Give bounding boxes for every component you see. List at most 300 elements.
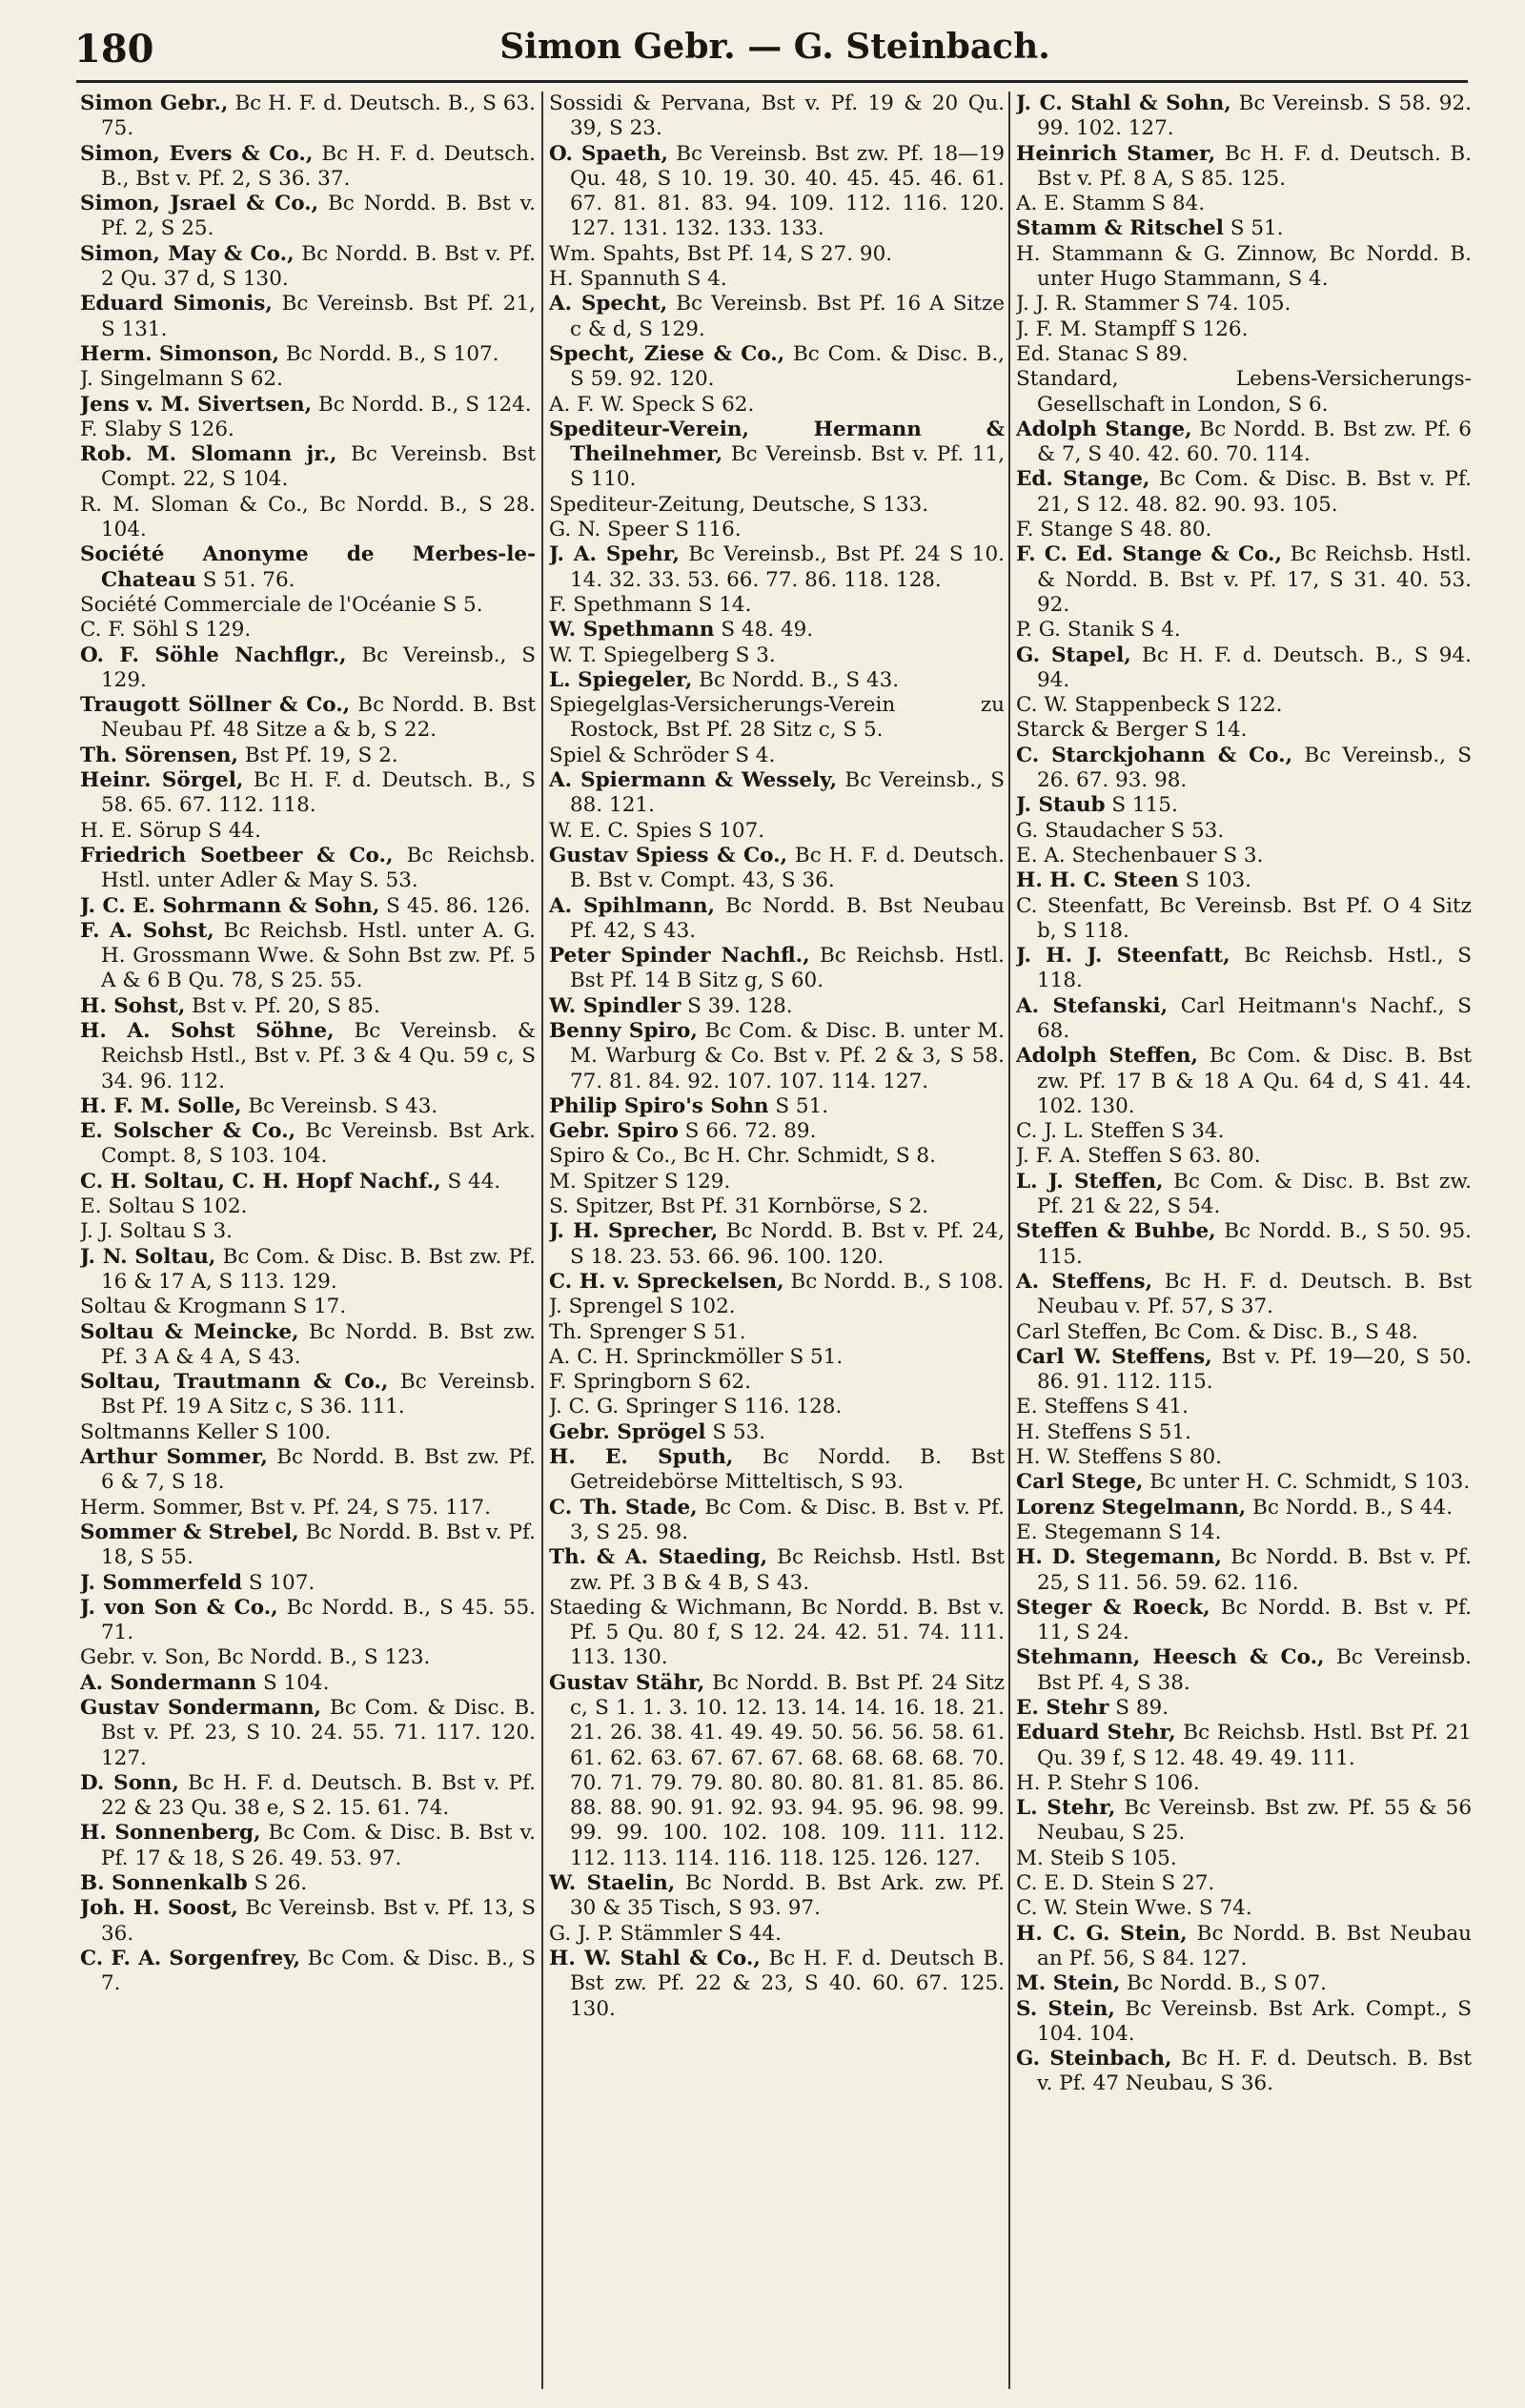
entry-name: Société Anonyme de Merbes-le-Chateau — [80, 542, 536, 592]
directory-entry — [549, 1320, 1005, 1345]
entry-text: Bc Nordd. B., S 107. — [279, 341, 499, 366]
entry-text: J. Sprengel S 102. — [549, 1295, 736, 1319]
directory-entry — [1016, 744, 1472, 794]
directory-entry — [1016, 1847, 1472, 1871]
entry-text: Bc Nordd. B., S 50. 95. 115. — [1037, 1219, 1472, 1269]
directory-entry — [1016, 994, 1472, 1045]
entry-name: E. Stehr — [1016, 1696, 1109, 1720]
directory-entry — [80, 1219, 536, 1244]
entry-text: S 48. 49. — [714, 618, 814, 643]
entry-text: C. F. Söhl S 129. — [80, 618, 252, 643]
directory-entry — [1016, 1971, 1472, 1996]
directory-entry — [1016, 1044, 1472, 1119]
entry-text: Bc Vereinsb. S 43. — [241, 1093, 438, 1118]
entry-name: Heinr. Sörgel, — [80, 768, 244, 793]
entry-text: F. Spethmann S 14. — [549, 592, 752, 617]
entry-name: C. Starckjohann & Co., — [1016, 743, 1293, 767]
entry-name: L. Spiegeler, — [549, 667, 693, 692]
entry-name: G. Steinbach, — [1016, 2047, 1172, 2071]
entry-text: M. Steib S 105. — [1016, 1846, 1177, 1870]
entry-name: Steger & Roeck, — [1016, 1595, 1210, 1620]
directory-entry — [80, 593, 536, 618]
directory-entry — [549, 542, 1005, 593]
entry-text: Bc Vereinsb., S 88. 121. — [570, 768, 1005, 818]
entry-name: Eduard Stehr, — [1016, 1721, 1176, 1745]
entry-text: Sossidi & Pervana, Bst v. Pf. 19 & 20 Qu. 39, S 23. — [549, 92, 1005, 141]
entry-text: A. E. Stamm S 84. — [1016, 192, 1206, 216]
directory-entry — [1016, 1345, 1472, 1396]
directory-entry — [1016, 418, 1472, 468]
entry-text: Bc Com. & Disc. B. Bst zw. Pf. 17 B & 18 A Qu. 64 d, S 41. 44. 102. 130. — [1037, 1044, 1472, 1118]
directory-entry — [1016, 342, 1472, 367]
directory-entry — [549, 142, 1005, 242]
entry-text: G. Staudacher S 53. — [1016, 818, 1225, 843]
entry-name: A. Sondermann — [80, 1670, 257, 1695]
entry-text: Bc Com. & Disc. B. Bst v. Pf. 17 & 18, S 26. 49. 53. 97. — [101, 1821, 536, 1870]
entry-text: Spiel & Schröder S 4. — [549, 743, 776, 767]
entry-text: Bc H. F. d. Deutsch. B. Bst v. Compt. 43, S 36. — [570, 843, 1005, 893]
directory-entry — [80, 894, 536, 919]
directory-entry — [549, 1295, 1005, 1319]
directory-entry — [80, 1295, 536, 1319]
entry-name: Philip Spiro's Sohn — [549, 1093, 769, 1118]
entry-text: E. Steffens S 41. — [1016, 1395, 1189, 1419]
directory-entry — [1016, 1922, 1472, 1972]
directory-entry — [1016, 1796, 1472, 1847]
entry-name: G. Stapel, — [1016, 643, 1131, 667]
directory-entry — [1016, 1219, 1472, 1270]
entry-text: Bc Com. & Disc. B. Bst v. Pf. 3, S 25. 98. — [570, 1495, 1005, 1544]
entry-text: Bc Nordd. B. Bst v. Pf. 2, S 25. — [101, 192, 536, 241]
directory-entry — [80, 1320, 536, 1371]
directory-entry — [1016, 92, 1472, 142]
entry-name: H. C. G. Stein, — [1016, 1921, 1188, 1946]
column-divider — [1008, 92, 1010, 2389]
directory-entry — [549, 944, 1005, 994]
directory-entry — [549, 819, 1005, 844]
column-divider — [541, 92, 543, 2389]
directory-entry — [80, 493, 536, 543]
header-rule — [76, 80, 1468, 83]
directory-entry — [80, 1019, 536, 1094]
entry-text: Bc Reichsb. Hstl. & Nordd. B. Bst v. Pf. 17, S 31. 40. 53. 92. — [1037, 542, 1472, 617]
entry-name: Herm. Simonson, — [80, 341, 280, 366]
running-head: Simon Gebr. — G. Steinbach. — [499, 27, 1050, 67]
entry-text: G. J. P. Stämmler S 44. — [549, 1921, 782, 1946]
directory-entry — [1016, 242, 1472, 293]
directory-entry — [1016, 718, 1472, 743]
directory-entry — [1016, 367, 1472, 418]
entry-text: H. Steffens S 51. — [1016, 1419, 1191, 1444]
entry-text: Soltau & Krogmann S 17. — [80, 1295, 347, 1319]
entry-text: Bc H. F. d. Deutsch. B. Bst Neubau v. Pf. 57, S 37. — [1037, 1269, 1472, 1319]
directory-entry — [80, 1496, 536, 1520]
directory-entry — [549, 393, 1005, 418]
directory-entry — [1016, 216, 1472, 241]
entry-name: Spediteur-Verein, Hermann & Theilnehmer, — [549, 417, 1005, 467]
directory-entry — [80, 1671, 536, 1696]
entry-text: S 39. 128. — [681, 993, 793, 1018]
directory-entry — [549, 643, 1005, 668]
entry-name: H. E. Sputh, — [549, 1445, 734, 1470]
entry-name: O. F. Söhle Nachflgr., — [80, 643, 347, 667]
directory-entry — [80, 919, 536, 994]
directory-entry — [1016, 1395, 1472, 1419]
directory-entry — [80, 542, 536, 593]
entry-text: S. Spitzer, Bst Pf. 31 Kornbörse, S 2. — [549, 1194, 929, 1219]
directory-entry — [549, 242, 1005, 267]
entry-text: Bc Com. & Disc. B. Bst zw. Pf. 21 & 22, S 54. — [1037, 1169, 1472, 1219]
directory-entry — [549, 668, 1005, 693]
entry-text: S 51. — [1223, 216, 1284, 241]
entry-text: Bc Com. & Disc. B. Bst v. Pf. 21, S 12. 48. 82. 90. 93. 105. — [1037, 467, 1472, 517]
entry-text: W. T. Spiegelberg S 3. — [549, 643, 776, 667]
entry-text: Bc Com. & Disc. B., S 7. — [101, 1946, 536, 1996]
directory-entry — [1016, 518, 1472, 542]
entry-text: Bc Nordd. B., S 108. — [783, 1269, 1005, 1294]
directory-entry — [80, 242, 536, 293]
entry-name: O. Spaeth, — [549, 141, 669, 166]
directory-entry — [1016, 292, 1472, 316]
entry-name: J. N. Soltau, — [80, 1244, 216, 1269]
entry-text: Bc Nordd. B. Bst Getreidebörse Mitteltisch, S 93. — [570, 1445, 1005, 1495]
entry-name: J. H. Sprecher, — [549, 1219, 719, 1244]
directory-entry — [1016, 1520, 1472, 1545]
entry-text: Bc Com. & Disc. B. unter M. M. Warburg & Co. Bst v. Pf. 2 & 3, S 58. 77. 81. 84. 92. 107. 107. 114. 127. — [570, 1018, 1005, 1093]
directory-entry — [1016, 142, 1472, 193]
entry-text: Soltmanns Keller S 100. — [80, 1419, 332, 1444]
directory-entry — [1016, 1771, 1472, 1796]
entry-name: H. F. M. Solle, — [80, 1093, 242, 1118]
entry-text: Bc Nordd. B. Bst v. Pf. 11, S 24. — [1037, 1595, 1472, 1645]
entry-text: Bc Vereinsb. Bst Ark. Compt., S 104. 104. — [1037, 1996, 1472, 2046]
entry-text: S 51. 76. — [195, 567, 295, 592]
directory-entry — [1016, 1445, 1472, 1470]
entry-text: E. A. Stechenbauer S 3. — [1016, 843, 1264, 867]
entry-text: Bst Pf. 19, S 2. — [238, 743, 398, 767]
entry-name: Rob. M. Slomann jr., — [80, 442, 337, 467]
entry-text: Bc Vereinsb. Bst zw. Pf. 55 & 56 Neubau, S 25. — [1037, 1796, 1472, 1846]
entry-text: Bc Nordd. B. Bst v. Pf. 24, S 18. 23. 53. 66. 96. 100. 120. — [570, 1219, 1005, 1269]
directory-entry — [80, 1520, 536, 1571]
entry-text: Bc Reichsb. Hstl. Bst zw. Pf. 3 B & 4 B, S 43. — [570, 1545, 1005, 1595]
entry-name: S. Stein, — [1016, 1996, 1115, 2021]
directory-entry — [1016, 1496, 1472, 1520]
directory-entry — [80, 418, 536, 442]
directory-entry — [549, 493, 1005, 518]
directory-entry — [549, 1019, 1005, 1094]
entry-name: Heinrich Stamer, — [1016, 141, 1216, 166]
entry-name: Adolph Steffen, — [1016, 1044, 1198, 1069]
entry-text: Bst v. Pf. 20, S 85. — [185, 993, 380, 1018]
directory-entry — [549, 1144, 1005, 1169]
entry-text: C. J. L. Steffen S 34. — [1016, 1119, 1225, 1144]
entry-text: Bc Vereinsb. Bst Compt. 22, S 104. — [101, 442, 536, 492]
column-2 — [549, 92, 1005, 2398]
directory-entry — [549, 1119, 1005, 1144]
entry-name: W. Spindler — [549, 993, 681, 1018]
entry-text: Carl Steffen, Bc Com. & Disc. B., S 48. — [1016, 1319, 1418, 1344]
entry-text: Bc Vereinsb., S 26. 67. 93. 98. — [1037, 743, 1472, 793]
directory-entry — [80, 442, 536, 493]
entry-name: F. A. Sohst, — [80, 918, 214, 943]
directory-entry — [80, 192, 536, 242]
column-3 — [1016, 92, 1472, 2398]
directory-entry — [80, 1821, 536, 1871]
directory-entry — [549, 894, 1005, 945]
directory-entry — [549, 92, 1005, 142]
entry-text: J. J. R. Stammer S 74. 105. — [1016, 292, 1291, 316]
directory-entry — [1016, 894, 1472, 945]
entry-name: A. Stefanski, — [1016, 993, 1169, 1018]
directory-entry — [80, 393, 536, 418]
entry-name: F. C. Ed. Stange & Co., — [1016, 542, 1282, 567]
directory-entry — [1016, 1170, 1472, 1220]
directory-entry — [549, 1420, 1005, 1445]
directory-entry — [549, 1194, 1005, 1219]
entry-name: Traugott Söllner & Co., — [80, 693, 351, 718]
entry-text: Bc H. F. d. Deutsch. B. Bst v. Pf. 22 & 23 Qu. 38 e, S 2. 15. 61. 74. — [101, 1770, 536, 1821]
entry-text: Spediteur-Zeitung, Deutsche, S 133. — [549, 492, 929, 517]
directory-entry — [80, 1947, 536, 1997]
directory-entry — [549, 994, 1005, 1019]
entry-text: Bc Vereinsb. Bst Pf. 4, S 38. — [1037, 1645, 1472, 1695]
entry-text: J. Singelmann S 62. — [80, 367, 283, 392]
directory-entry — [549, 1496, 1005, 1546]
entry-name: A. Steffens, — [1016, 1269, 1153, 1294]
entry-text: Carl Heitmann's Nachf., S 68. — [1037, 993, 1472, 1043]
entry-text: Staeding & Wichmann, Bc Nordd. B. Bst v. Pf. 5 Qu. 80 f, S 12. 24. 42. 51. 74. 111. 113. 130. — [549, 1595, 1005, 1670]
entry-name: J. Staub — [1016, 793, 1106, 818]
directory-entry — [549, 1170, 1005, 1194]
entry-name: C. Th. Stade, — [549, 1495, 698, 1520]
entry-text: Bc Nordd. B. Bst Ark. zw. Pf. 30 & 35 Tisch, S 93. 97. — [570, 1871, 1005, 1921]
directory-entry — [1016, 1270, 1472, 1320]
directory-entry — [80, 1771, 536, 1822]
column-1 — [80, 92, 536, 2398]
entry-name: J. C. E. Sohrmann & Sohn, — [80, 893, 380, 918]
entry-text: Bc H. F. d. Deutsch B. Bst zw. Pf. 22 & 23, S 40. 60. 67. 125. 130. — [570, 1946, 1005, 2021]
directory-entry — [1016, 1144, 1472, 1169]
directory-entry — [1016, 1871, 1472, 1896]
directory-entry — [80, 142, 536, 193]
entry-name: Gebr. Spiro — [549, 1119, 679, 1144]
entry-text: Bc Vereinsb. Bst zw. Pf. 18—19 Qu. 48, S 10. 19. 30. 40. 45. 45. 46. 61. 67. 81. 81. 83. 94. 109. 112. 116. 120. 127. 131. 132. 133. 133. — [570, 141, 1005, 241]
directory-entry — [549, 618, 1005, 643]
entry-text: W. E. C. Spies S 107. — [549, 818, 765, 843]
entry-text: S 89. — [1108, 1696, 1169, 1720]
entry-text: Bc H. F. d. Deutsch. B. Bst v. Pf. 47 Neubau, S 36. — [1037, 2047, 1472, 2096]
entry-text: Bc unter H. C. Schmidt, S 103. — [1143, 1470, 1471, 1495]
entry-text: J. F. M. Stampff S 126. — [1016, 316, 1249, 341]
entry-name: Sommer & Strebel, — [80, 1520, 299, 1544]
entry-name: Stamm & Ritschel — [1016, 216, 1224, 241]
directory-entry — [549, 744, 1005, 768]
directory-entry — [1016, 1721, 1472, 1771]
directory-entry — [80, 618, 536, 643]
directory-entry — [549, 1596, 1005, 1671]
directory-entry — [549, 693, 1005, 744]
entry-text: Bc Vereinsb. Bst Pf. 16 A Sitze c & d, S 129. — [570, 292, 1005, 341]
entry-name: Simon, Evers & Co., — [80, 141, 314, 166]
directory-entry — [80, 1094, 536, 1119]
directory-entry — [549, 1545, 1005, 1596]
entry-name: J. H. J. Steenfatt, — [1016, 944, 1230, 969]
directory-entry — [549, 1445, 1005, 1496]
directory-entry — [549, 342, 1005, 393]
page-number: 180 — [74, 27, 154, 71]
entry-name: Gebr. Sprögel — [549, 1419, 706, 1444]
entry-text: Standard, Lebens-Versicherungs-Gesellschaft in London, S 6. — [1016, 367, 1472, 417]
directory-entry — [549, 292, 1005, 342]
directory-entry — [549, 1345, 1005, 1370]
directory-entry — [1016, 844, 1472, 868]
entry-text: Bc Nordd. B., S 44. — [1246, 1495, 1454, 1520]
entry-name: Soltau, Trautmann & Co., — [80, 1370, 389, 1395]
directory-entry — [80, 1420, 536, 1445]
entry-text: Bst v. Pf. 19—20, S 50. 86. 91. 112. 115. — [1037, 1344, 1472, 1395]
entry-text: H. Stammann & G. Zinnow, Bc Nordd. B. unter Hugo Stammann, S 4. — [1016, 241, 1472, 292]
entry-text: Bc H. F. d. Deutsch. B., S 63. 75. — [101, 92, 536, 141]
directory-entry — [80, 1896, 536, 1947]
directory-entry — [80, 819, 536, 844]
entry-name: Jens v. M. Sivertsen, — [80, 392, 313, 417]
entry-name: A. Specht, — [549, 292, 668, 316]
entry-text: Bc Nordd. B. Bst zw. Pf. 6 & 7, S 18. — [101, 1445, 536, 1495]
entry-text: Bc H. F. d. Deutsch. B., S 94. 94. — [1037, 643, 1472, 692]
entry-name: J. von Son & Co., — [80, 1595, 278, 1620]
directory-entry — [1016, 1997, 1472, 2048]
entry-text: Bc Vereinsb. Bst Pf. 19 A Sitz c, S 36. 111. — [101, 1370, 536, 1419]
directory-entry — [549, 418, 1005, 493]
directory-entry — [549, 1671, 1005, 1871]
entry-name: C. H. Soltau, C. H. Hopf Nachf., — [80, 1169, 441, 1194]
entry-text: Ed. Stanac S 89. — [1016, 341, 1189, 366]
entry-name: Simon, May & Co., — [80, 241, 295, 266]
directory-entry — [80, 744, 536, 768]
entry-text: F. Springborn S 62. — [549, 1370, 751, 1395]
directory-entry — [1016, 1320, 1472, 1345]
entry-text: Bc Reichsb. Hstl. Bst Pf. 21 Qu. 39 f, S 12. 48. 49. 49. 111. — [1037, 1721, 1472, 1770]
entry-name: Steffen & Buhbe, — [1016, 1219, 1216, 1244]
directory-entry — [1016, 618, 1472, 643]
entry-text: Gebr. v. Son, Bc Nordd. B., S 123. — [80, 1645, 431, 1670]
entry-text: A. F. W. Speck S 62. — [549, 392, 755, 417]
entry-name: Gustav Spiess & Co., — [549, 843, 788, 867]
entry-text: H. W. Steffens S 80. — [1016, 1445, 1222, 1470]
entry-text: Bc Reichsb. Hstl. unter Adler & May S. 53. — [101, 843, 536, 893]
entry-text: Bc Vereinsb. S 58. 92. 99. 102. 127. — [1037, 92, 1472, 141]
entry-text: Bc Nordd. B. Bst v. Pf. 25, S 11. 56. 59. 62. 116. — [1037, 1545, 1472, 1595]
entry-name: M. Stein, — [1016, 1971, 1121, 1996]
entry-text: Bc Nordd. B., S 43. — [692, 667, 900, 692]
directory-entry — [549, 1871, 1005, 1922]
entry-name: Eduard Simonis, — [80, 292, 273, 316]
entry-text: M. Spitzer S 129. — [549, 1169, 731, 1194]
entry-name: C. H. v. Spreckelsen, — [549, 1269, 784, 1294]
entry-name: B. Sonnenkalb — [80, 1871, 248, 1896]
entry-text: S 45. 86. 126. — [379, 893, 531, 918]
entry-name: W. Staelin, — [549, 1871, 676, 1896]
entry-name: Joh. H. Soost, — [80, 1896, 238, 1921]
entry-name: Gustav Sondermann, — [80, 1696, 322, 1720]
directory-entry — [549, 1947, 1005, 2022]
entry-text: Wm. Spahts, Bst Pf. 14, S 27. 90. — [549, 241, 893, 266]
entry-text: C. W. Stappenbeck S 122. — [1016, 693, 1283, 718]
entry-text: S 115. — [1105, 793, 1178, 818]
entry-name: Arthur Sommer, — [80, 1445, 268, 1470]
directory-entry — [80, 1571, 536, 1596]
entry-text: Bc Reichsb. Hstl. Bst Pf. 14 B Sitz g, S 60. — [570, 944, 1005, 993]
entry-text: Herm. Sommer, Bst v. Pf. 24, S 75. 117. — [80, 1495, 491, 1520]
entry-text: Bc Nordd. B. Bst zw. Pf. 3 A & 4 A, S 43. — [101, 1319, 536, 1369]
directory-entry — [80, 1370, 536, 1420]
entry-text: Bc Com. & Disc. B. Bst zw. Pf. 16 & 17 A, S 113. 129. — [101, 1244, 536, 1294]
directory-entry — [80, 1119, 536, 1170]
entry-text: Spiegelglas-Versicherungs-Verein zu Rostock, Bst Pf. 28 Sitz c, S 5. — [549, 693, 1005, 743]
entry-text: Bc Vereinsb. Bst v. Pf. 11, S 110. — [570, 442, 1005, 492]
entry-name: W. Spethmann — [549, 618, 715, 643]
directory-entry — [549, 1395, 1005, 1419]
directory-entry — [549, 518, 1005, 542]
page-header — [74, 27, 1475, 84]
entry-name: Carl W. Steffens, — [1016, 1344, 1212, 1369]
entry-name: Benny Spiro, — [549, 1018, 698, 1043]
entry-name: C. F. A. Sorgenfrey, — [80, 1946, 301, 1970]
entry-text: S 104. — [256, 1670, 330, 1695]
entry-name: A. Spihlmann, — [549, 893, 715, 918]
entry-name: Th. & A. Staeding, — [549, 1545, 768, 1570]
entry-text: Bc Nordd. B. Bst Neubau Pf. 48 Sitze a & b, S 22. — [101, 693, 536, 743]
directory-entry — [1016, 317, 1472, 342]
entry-name: H. Sohst, — [80, 993, 186, 1018]
entry-text: Bc Vereinsb. Bst Ark. Compt. 8, S 103. 104. — [101, 1119, 536, 1169]
directory-entry — [1016, 1470, 1472, 1495]
entry-name: H. H. C. Steen — [1016, 868, 1179, 893]
directory-entry — [1016, 944, 1472, 994]
entry-text: F. Stange S 48. 80. — [1016, 518, 1212, 542]
entry-name: H. W. Stahl & Co., — [549, 1946, 761, 1970]
entry-text: P. G. Stanik S 4. — [1016, 618, 1181, 643]
entry-name: Th. Sörensen, — [80, 743, 239, 767]
entry-name: H. Sonnenberg, — [80, 1821, 261, 1846]
directory-entry — [80, 994, 536, 1019]
entry-text: C. Steenfatt, Bc Vereinsb. Bst Pf. O 4 Sitz b, S 118. — [1016, 893, 1472, 943]
entry-name: Simon Gebr., — [80, 92, 229, 115]
entry-text: J. C. G. Springer S 116. 128. — [549, 1395, 843, 1419]
entry-text: C. W. Stein Wwe. S 74. — [1016, 1896, 1252, 1921]
directory-entry — [80, 844, 536, 894]
entry-name: L. Stehr, — [1016, 1796, 1116, 1821]
entry-text: Bc Vereinsb. Bst v. Pf. 13, S 36. — [101, 1896, 536, 1946]
entry-text: S 26. — [247, 1871, 308, 1896]
directory-entry — [80, 1645, 536, 1670]
entry-text: C. E. D. Stein S 27. — [1016, 1871, 1215, 1896]
directory-entry — [80, 768, 536, 819]
directory-entry — [80, 1445, 536, 1496]
entry-text: Bc H. F. d. Deutsch. B., S 58. 65. 67. 112. 118. — [101, 768, 536, 818]
directory-entry — [80, 693, 536, 744]
entry-name: Friedrich Soetbeer & Co., — [80, 843, 394, 867]
entry-text: Bc Nordd. B., S 07. — [1120, 1971, 1327, 1996]
entry-text: Bc Vereinsb. Bst Pf. 21, S 131. — [101, 292, 536, 341]
entry-name: J. C. Stahl & Sohn, — [1016, 92, 1231, 115]
entry-text: Th. Sprenger S 51. — [549, 1319, 746, 1344]
entry-text: Bc Nordd. B. Bst v. Pf. 18, S 55. — [101, 1520, 536, 1570]
entry-text: S 66. 72. 89. — [678, 1119, 817, 1144]
directory-entry — [80, 292, 536, 342]
directory-entry — [1016, 542, 1472, 618]
